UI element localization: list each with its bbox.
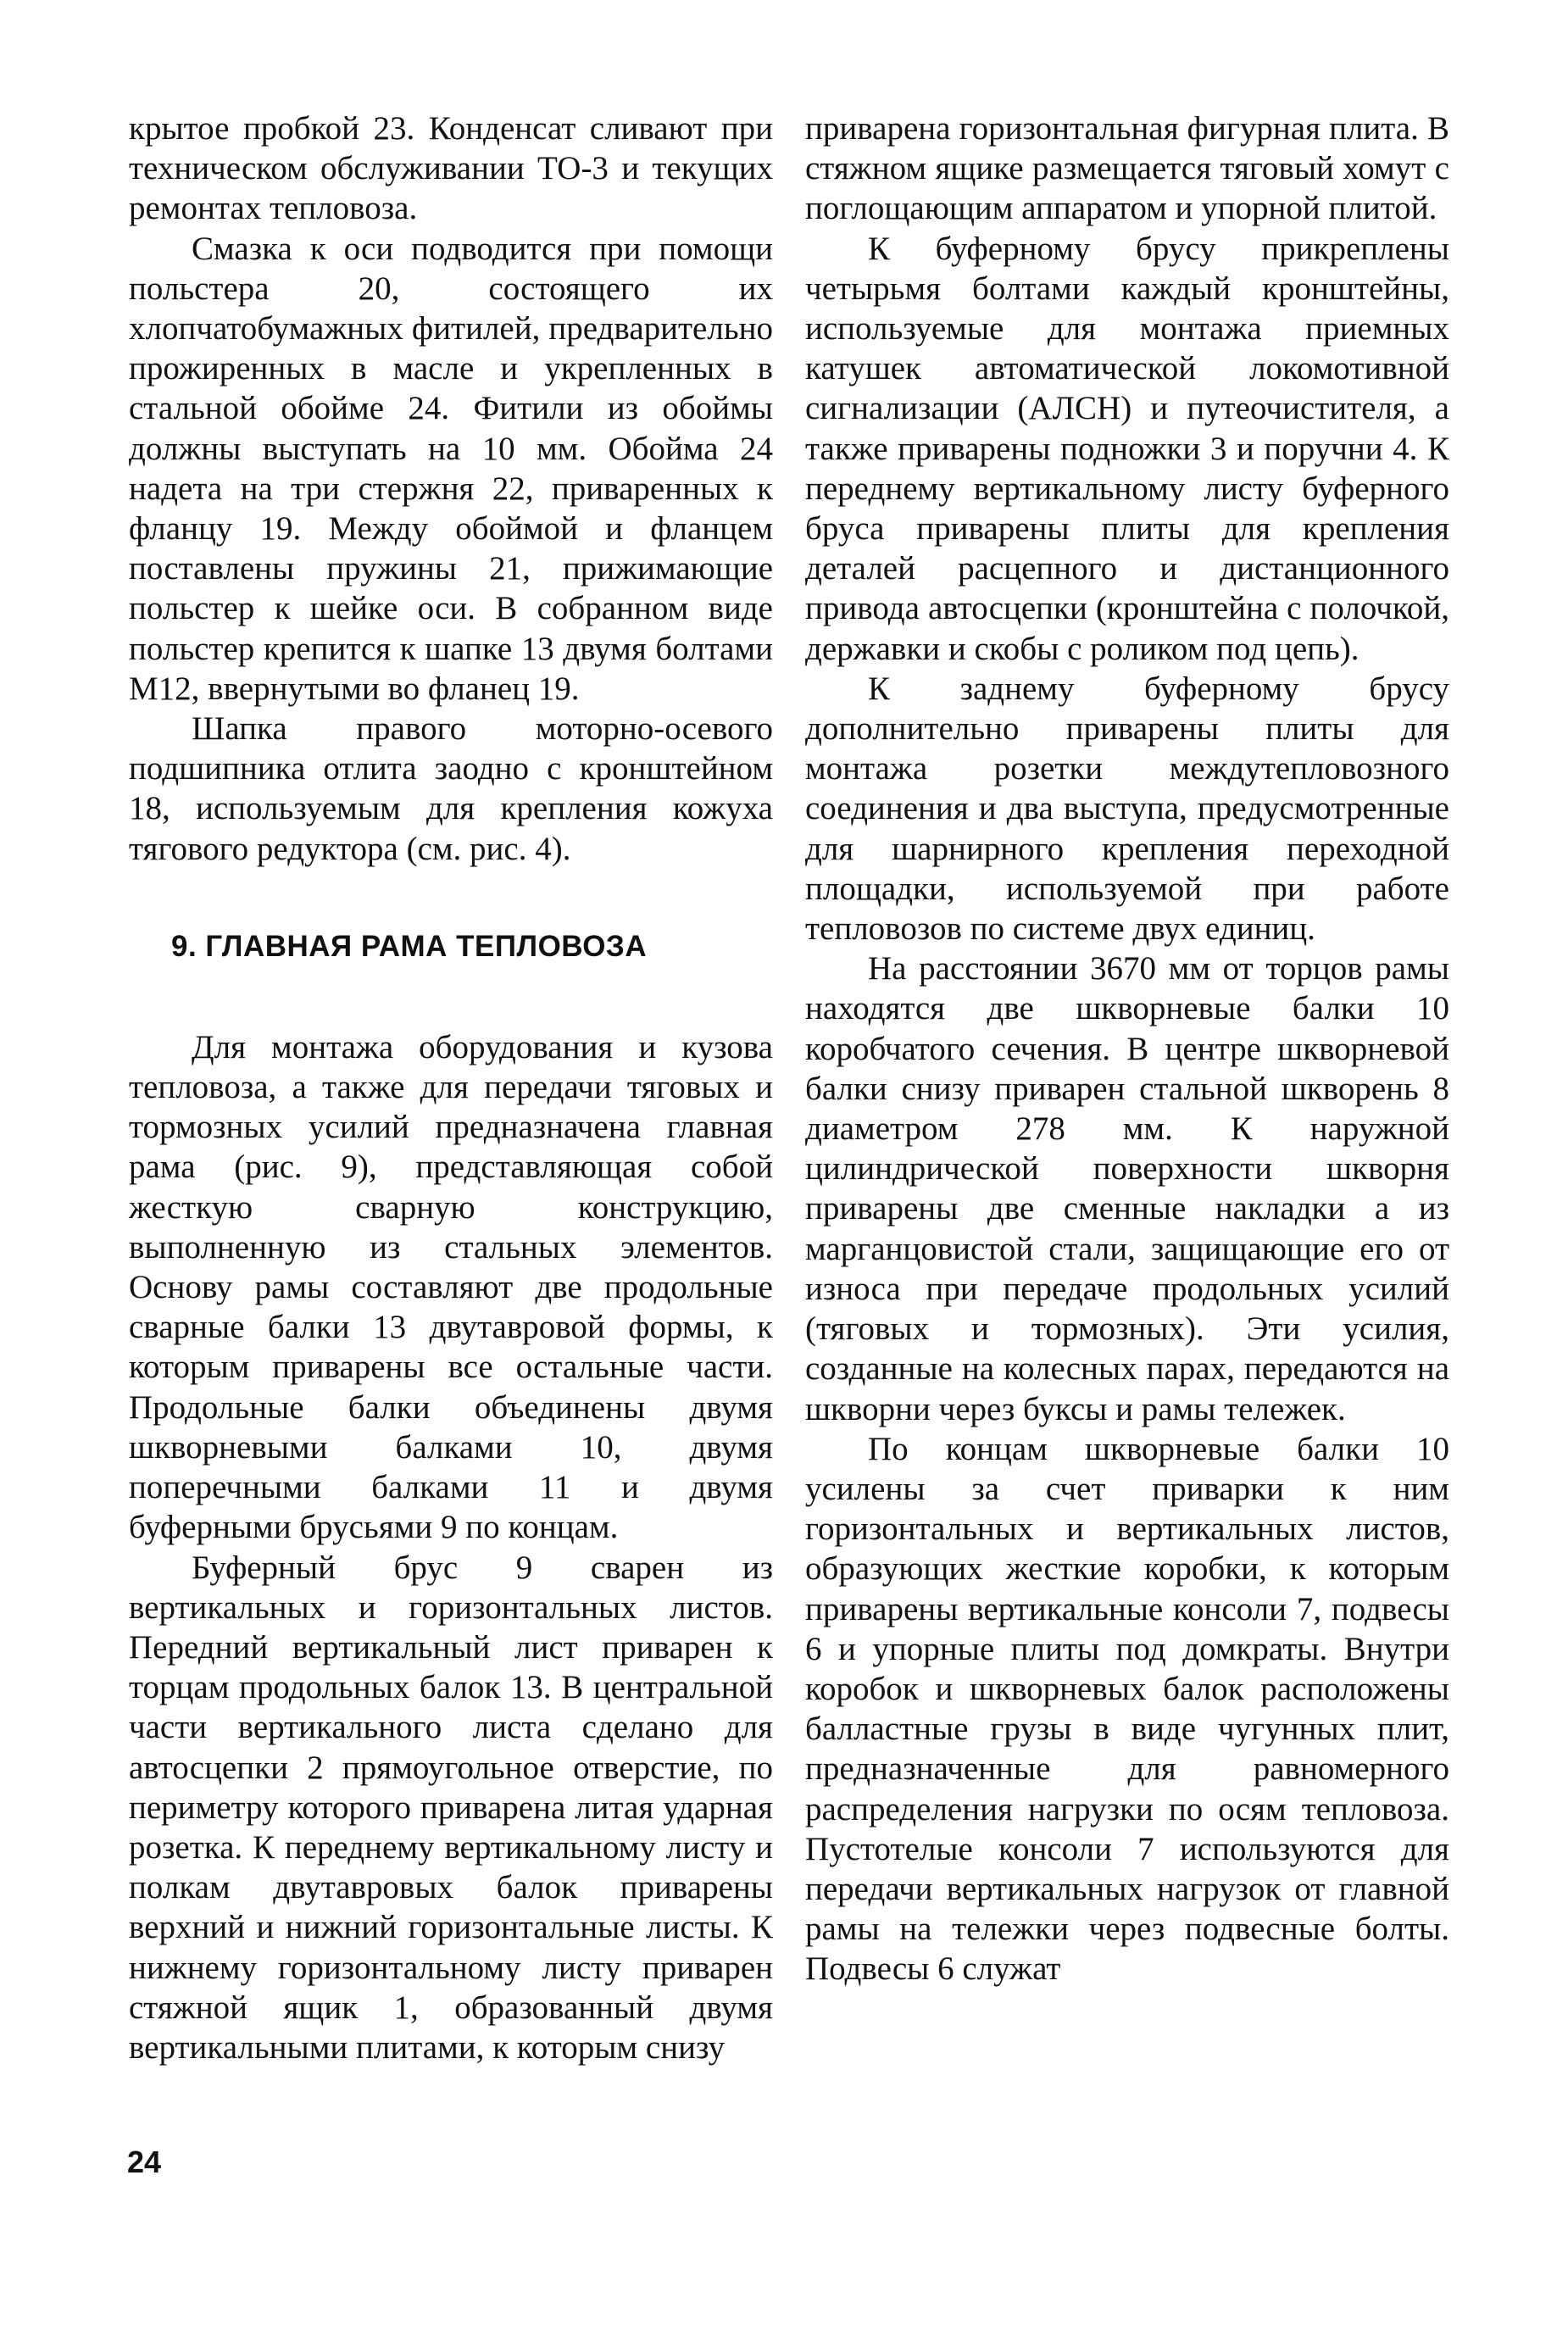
paragraph-bearing-cap: Шапка правого моторно-осевого подшипника отлита заодно с кронштейном 18, используемым для крепления кожуха тягового редуктора (см. рис. 4).	[129, 710, 773, 867]
paragraph-draft-box: приварена горизонтальная фигурная плита. В стяжном ящике размещается тяговый хомут с поглощающим аппаратом и упорной плитой.	[805, 110, 1449, 227]
paragraph-buffer-beam: Буферный брус 9 сварен из вертикальных и горизонтальных листов. Передний вертикальный лист приварен к торцам продольных балок 13. В центральной части вертикального листа сделано для автосцепки 2 прямоугольное отверстие, по периметру которого приварена литая ударная розетка. К переднему вертикальному листу и полкам двутавровых балок приварены верхний и нижний горизонтальные листы. К нижнему горизонтальному листу приварен стяжной ящик 1, образованный двумя вертикальными плитами, к которым снизу	[129, 1549, 773, 2066]
right-column	[805, 108, 1449, 1989]
paragraph-brackets: К буферному брусу прикреплены четырьмя болтами каждый кронштейны, используемые для монтажа приемных катушек автоматической локомотивной сигнализации (АЛСН) и путеочистителя, а также приварены подножки 3 и поручни 4. К переднему вертикальному листу буферного бруса приварены плиты для крепления деталей расцепного и дистанционного привода автосцепки (кронштейна с полочкой, державки и скобы с роликом под цепь).	[805, 230, 1449, 667]
paragraph-main-frame: Для монтажа оборудования и кузова тепловоза, а также для передачи тяговых и тормозных усилий предназначена главная рама (рис. 9), представляющая собой жесткую сварную конструкцию, выполненную из стальных элементов. Основу рамы составляют две продольные сварные балки 13 двутавровой формы, к которым приварены все остальные части. Продольные балки объединены двумя шкворневыми балками 10, двумя поперечными балками 11 и двумя буферными брусьями 9 по концам.	[129, 1028, 773, 1546]
paragraph-ballast: По концам шкворневые балки 10 усилены за счет приварки к ним горизонтальных и вертикальных листов, образующих жесткие коробки, к которым приварены вертикальные консоли 7, подвесы 6 и упорные плиты под домкраты. Внутри коробок и шкворневых балок расположены балластные грузы в виде чугунных плит, предназначенные для равномерного распределения нагрузки по осям тепловоза. Пустотелые консоли 7 используются для передачи вертикальных нагрузок от главной рамы на тележки через подвесные болты. Подвесы 6 служат	[805, 1430, 1449, 1988]
paragraph-condensate: крытое пробкой 23. Конденсат сливают при техническом обслуживании ТО-3 и текущих ремонтах тепловоза.	[129, 110, 773, 227]
paragraph-lubrication: Смазка к оси подводится при помощи польстера 20, состоящего их хлопчатобумажных фитилей, предварительно прожиренных в масле и укрепленных в стальной обойме 24. Фитили из обоймы должны выступать на 10 мм. Обойма 24 надета на три стержня 22, приваренных к фланцу 19. Между обоймой и фланцем поставлены пружины 21, прижимающие польстер к шейке оси. В собранном виде польстер крепится к шапке 13 двумя болтами М12, ввернутыми во фланец 19.	[129, 230, 773, 707]
section-heading: 9. ГЛАВНАЯ РАМА ТЕПЛОВОЗА	[171, 929, 648, 963]
left-column	[129, 108, 773, 2067]
paragraph-rear-beam: К заднему буферному брусу дополнительно приварены плиты для монтажа розетки междутепловозного соединения и два выступа, предусмотренные для шарнирного крепления переходной площадки, используемой при работе тепловозов по системе двух единиц.	[805, 670, 1449, 948]
paragraph-pivot-beams: На расстоянии 3670 мм от торцов рамы находятся две шкворневые балки 10 коробчатого сечения. В центре шкворневой балки снизу приварен стальной шкворень 8 диаметром 278 мм. К наружной цилиндрической поверхности шкворня приварены две сменные накладки а из марганцовистой стали, защищающие его от износа при передаче продольных усилий (тяговых и тормозных). Эти усилия, созданные на колесных парах, передаются на шкворни через буксы и рамы тележек.	[805, 950, 1449, 1427]
page-number: 24	[127, 2145, 162, 2179]
